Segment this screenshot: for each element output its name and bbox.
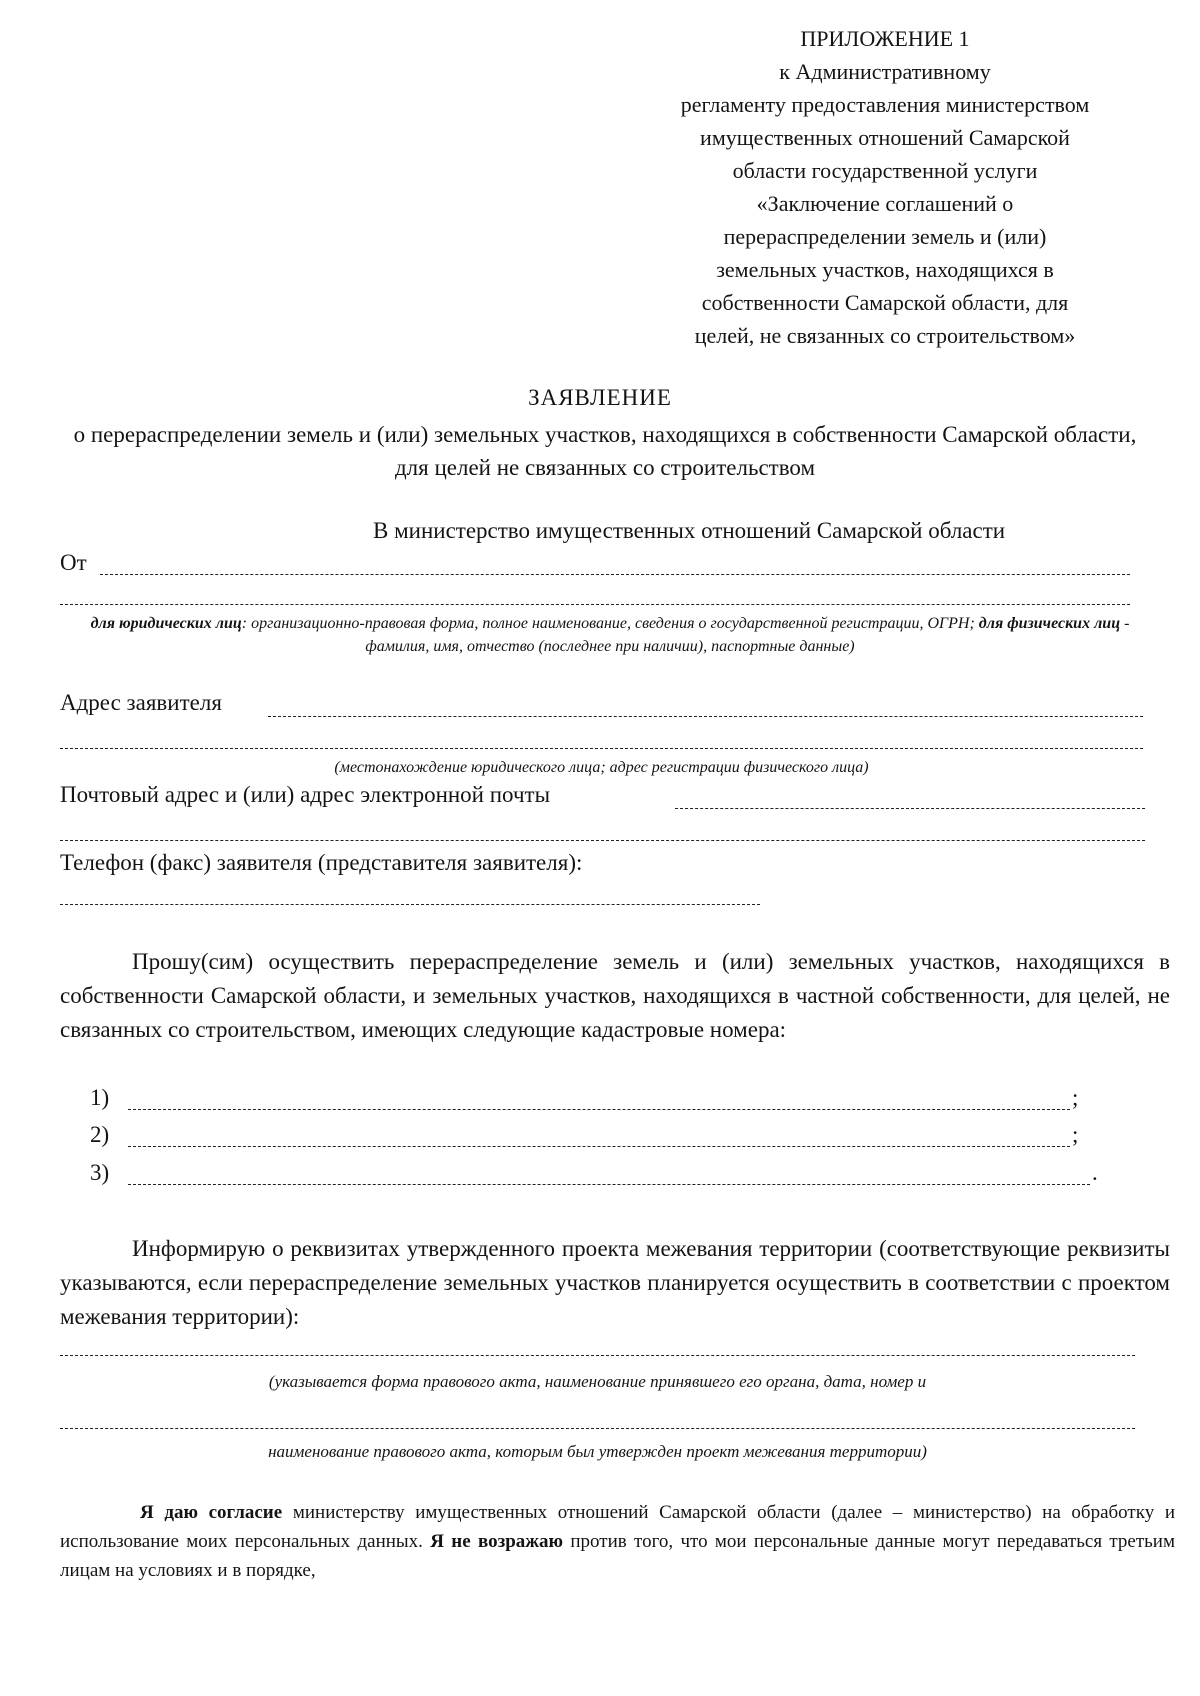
from-input-line-2[interactable] [60, 604, 1130, 605]
applicant-note-physical-bold: для физических лиц [978, 615, 1121, 632]
address-input-line[interactable] [268, 716, 1143, 717]
address-input-line-2[interactable] [60, 748, 1143, 749]
applicant-note-legal-bold: для юридических лиц [90, 615, 242, 632]
from-label: От [60, 550, 87, 575]
appendix-line: ПРИЛОЖЕНИЕ 1 [800, 26, 970, 51]
from-input-line[interactable] [100, 574, 1130, 575]
appendix-line: регламенту предоставления министерством [680, 92, 1090, 117]
applicant-note-physical: - фамилия, имя, отчество (последнее при наличии), паспортные данные) [365, 615, 1130, 655]
consent-text-1: министерству имущественных отношений Самарской области (далее – министерство) на обработку и использование моих персональных данных. [60, 1502, 1176, 1552]
postal-input-line[interactable] [675, 808, 1145, 809]
project-note-1: (указывается форма правового акта, наименование принявшего его органа, дата, номер и [268, 1372, 927, 1391]
project-note-2: наименование правового акта, которым был утвержден проект межевания территории) [268, 1442, 927, 1461]
cadastral-number-1-end: ; [1072, 1085, 1079, 1110]
cadastral-number-2-input[interactable] [128, 1146, 1070, 1147]
consent-bold-2: Я не возражаю [430, 1531, 564, 1552]
address-label: Адрес заявителя [60, 690, 222, 715]
applicant-note-legal: : организационно-правовая форма, полное наименование, сведения о государственной регистрации, ОГРН; [241, 615, 979, 632]
applicant-note [80, 612, 1140, 658]
postal-label: Почтовый адрес и (или) адрес электронной почты [60, 782, 551, 807]
project-paragraph: Информирую о реквизитах утвержденного проекта межевания территории (соответствующие реквизиты указываются, если перераспределение земельных участков планируется осуществить в соответствии с проектом межевания территории): [60, 1236, 1170, 1329]
cadastral-number-2-label: 2) [90, 1122, 110, 1147]
phone-label: Телефон (факс) заявителя (представителя заявителя): [60, 850, 583, 875]
appendix-line: земельных участков, находящихся в [716, 257, 1054, 282]
cadastral-number-1-label: 1) [90, 1085, 110, 1110]
appendix-line: собственности Самарской области, для [701, 290, 1069, 315]
phone-input-line[interactable] [60, 904, 760, 905]
cadastral-number-1-input[interactable] [128, 1109, 1070, 1110]
consent-bold-1: Я даю согласие [140, 1502, 283, 1523]
appendix-line: «Заключение соглашений о [756, 191, 1014, 216]
document-title: ЗАЯВЛЕНИЕ [528, 385, 672, 410]
appendix-block [620, 22, 1150, 352]
project-input-line-2[interactable] [60, 1428, 1135, 1429]
project-input-line-1[interactable] [60, 1355, 1135, 1356]
address-note: (местонахождение юридического лица; адрес регистрации физического лица) [334, 759, 869, 776]
cadastral-number-2-end: ; [1072, 1122, 1079, 1147]
appendix-line: области государственной услуги [732, 158, 1038, 183]
appendix-line: целей, не связанных со строительством» [694, 323, 1076, 348]
appendix-line: перераспределении земель и (или) [723, 224, 1047, 249]
document-subtitle: о перераспределении земель и (или) земельных участков, находящихся в собственности Самарской области, для целей не связанных со строительством [73, 422, 1137, 480]
postal-input-line-2[interactable] [60, 840, 1145, 841]
cadastral-number-3-input[interactable] [128, 1184, 1090, 1185]
cadastral-number-3-end: . [1092, 1160, 1098, 1185]
to-ministry-label: В министерство имущественных отношений Самарской области [373, 518, 1006, 543]
request-paragraph: Прошу(сим) осуществить перераспределение земель и (или) земельных участков, находящихся в собственности Самарской области, и земельных участков, находящихся в частной собственности, для целей, не связанных со строительством, имеющих следующие кадастровые номера: [60, 949, 1170, 1042]
consent-text-2: против того, что мои персональные данные могут передаваться третьим лицам на условиях и в порядке, [60, 1531, 1175, 1581]
appendix-line: к Административному [779, 59, 991, 84]
consent-paragraph [60, 1498, 1175, 1585]
appendix-line: имущественных отношений Самарской [700, 125, 1070, 150]
cadastral-number-3-label: 3) [90, 1160, 110, 1185]
